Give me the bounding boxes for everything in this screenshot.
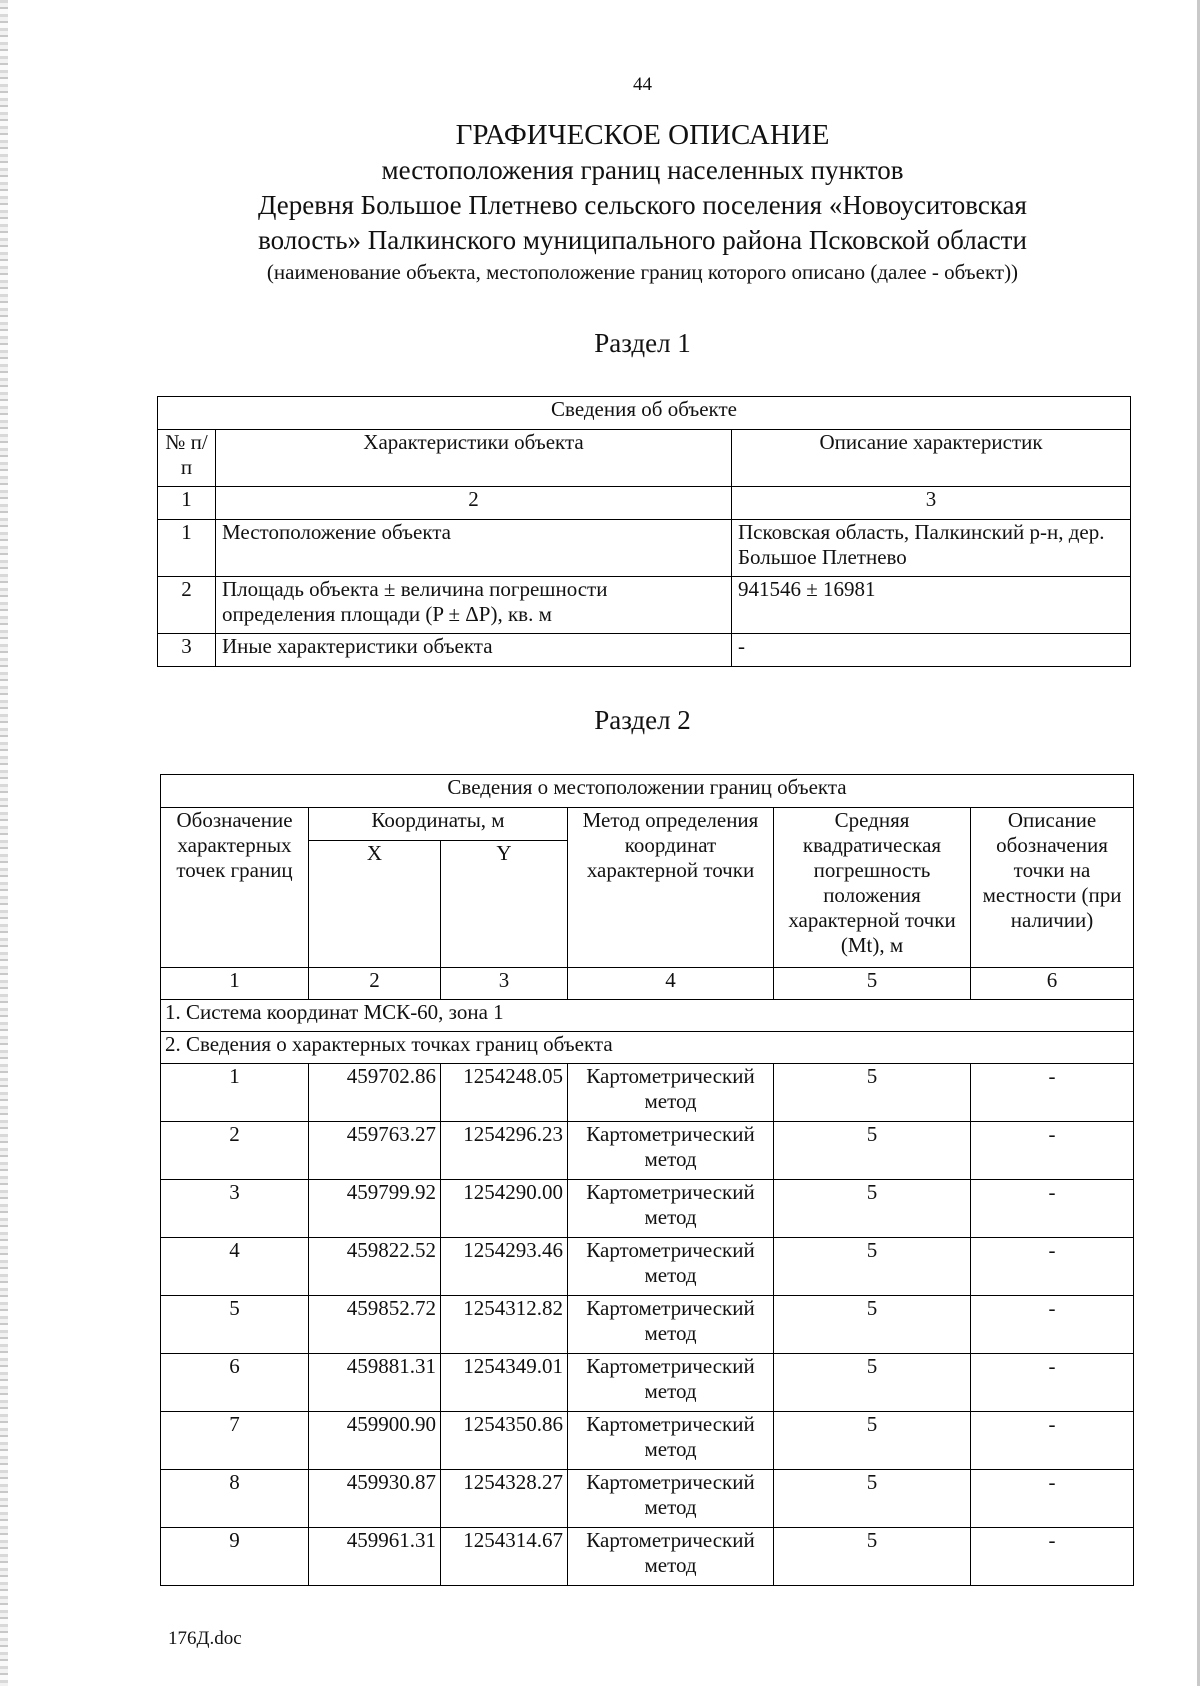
coord-x: 459822.52 <box>309 1238 441 1296</box>
accuracy: 5 <box>774 1528 971 1586</box>
coord-y: 1254349.01 <box>441 1354 568 1412</box>
point-id: 7 <box>161 1412 309 1470</box>
coordinate-system-row: 1. Система координат МСК-60, зона 1 <box>161 1000 1134 1032</box>
method: Картометрический метод <box>568 1470 774 1528</box>
method: Картометрический метод <box>568 1180 774 1238</box>
method: Картометрический метод <box>568 1238 774 1296</box>
accuracy: 5 <box>774 1180 971 1238</box>
table-row <box>158 520 1131 577</box>
table-caption: Сведения о местоположении границ объекта <box>161 775 1134 808</box>
accuracy: 5 <box>774 1354 971 1412</box>
accuracy: 5 <box>774 1122 971 1180</box>
table-row <box>161 1412 1134 1470</box>
coord-x: 459763.27 <box>309 1122 441 1180</box>
table-caption: Сведения об объекте <box>158 397 1131 430</box>
table-row <box>161 1064 1134 1122</box>
column-number: 2 <box>216 487 732 520</box>
method: Картометрический метод <box>568 1064 774 1122</box>
header-description: Описание характеристик <box>732 430 1131 487</box>
coord-y: 1254248.05 <box>441 1064 568 1122</box>
boundary-points-table <box>160 774 1134 1586</box>
column-number: 6 <box>971 968 1134 1000</box>
point-id: 6 <box>161 1354 309 1412</box>
table-row <box>158 577 1131 634</box>
row-num: 2 <box>158 577 216 634</box>
column-number: 1 <box>161 968 309 1000</box>
coord-x: 459881.31 <box>309 1354 441 1412</box>
accuracy: 5 <box>774 1064 971 1122</box>
header-description: Описание обозначения точки на местности (при наличии) <box>971 808 1134 968</box>
column-number: 1 <box>158 487 216 520</box>
column-number: 2 <box>309 968 441 1000</box>
point-description: - <box>971 1238 1134 1296</box>
title-note: (наименование объекта, местоположение границ которого описано (далее - объект)) <box>266 260 1019 284</box>
header-num: № п/п <box>158 430 216 487</box>
coord-x: 459799.92 <box>309 1180 441 1238</box>
header-point: Обозначение характерных точек границ <box>161 808 309 968</box>
point-id: 3 <box>161 1180 309 1238</box>
table-row <box>161 1238 1134 1296</box>
point-description: - <box>971 1122 1134 1180</box>
point-id: 8 <box>161 1470 309 1528</box>
points-section-row: 2. Сведения о характерных точках границ объекта <box>161 1032 1134 1064</box>
object-info-table <box>157 396 1131 667</box>
header-y: Y <box>441 841 568 968</box>
point-description: - <box>971 1470 1134 1528</box>
method: Картометрический метод <box>568 1296 774 1354</box>
header-x: X <box>309 841 441 968</box>
column-number: 3 <box>732 487 1131 520</box>
point-id: 1 <box>161 1064 309 1122</box>
coord-y: 1254293.46 <box>441 1238 568 1296</box>
coord-y: 1254328.27 <box>441 1470 568 1528</box>
coord-y: 1254290.00 <box>441 1180 568 1238</box>
row-description: - <box>732 634 1131 667</box>
row-description: 941546 ± 16981 <box>732 577 1131 634</box>
point-description: - <box>971 1064 1134 1122</box>
point-description: - <box>971 1354 1134 1412</box>
header-coordinates: Координаты, м <box>309 808 568 841</box>
table-row <box>161 1470 1134 1528</box>
table-row <box>161 1296 1134 1354</box>
section2-heading: Раздел 2 <box>594 705 691 735</box>
coord-y: 1254312.82 <box>441 1296 568 1354</box>
row-num: 3 <box>158 634 216 667</box>
accuracy: 5 <box>774 1412 971 1470</box>
point-id: 4 <box>161 1238 309 1296</box>
row-characteristic: Площадь объекта ± величина погрешности определения площади (P ± ΔP), кв. м <box>216 577 732 634</box>
point-description: - <box>971 1528 1134 1586</box>
accuracy: 5 <box>774 1470 971 1528</box>
column-number: 3 <box>441 968 568 1000</box>
section1-heading: Раздел 1 <box>594 328 691 358</box>
table-row <box>161 1528 1134 1586</box>
table-row <box>161 1180 1134 1238</box>
point-id: 9 <box>161 1528 309 1586</box>
column-number: 5 <box>774 968 971 1000</box>
title-main: ГРАФИЧЕСКОЕ ОПИСАНИЕ <box>455 119 830 151</box>
coord-y: 1254314.67 <box>441 1528 568 1586</box>
point-description: - <box>971 1180 1134 1238</box>
point-description: - <box>971 1296 1134 1354</box>
coord-y: 1254350.86 <box>441 1412 568 1470</box>
coord-x: 459702.86 <box>309 1064 441 1122</box>
point-id: 5 <box>161 1296 309 1354</box>
coord-x: 459961.31 <box>309 1528 441 1586</box>
coord-y: 1254296.23 <box>441 1122 568 1180</box>
method: Картометрический метод <box>568 1412 774 1470</box>
row-num: 1 <box>158 520 216 577</box>
point-description: - <box>971 1412 1134 1470</box>
accuracy: 5 <box>774 1296 971 1354</box>
coord-x: 459900.90 <box>309 1412 441 1470</box>
method: Картометрический метод <box>568 1122 774 1180</box>
header-accuracy: Средняя квадратическая погрешность положения характерной точки (Mt), м <box>774 808 971 968</box>
column-number: 4 <box>568 968 774 1000</box>
row-characteristic: Местоположение объекта <box>216 520 732 577</box>
page-number: 44 <box>633 74 652 95</box>
header-characteristic: Характеристики объекта <box>216 430 732 487</box>
accuracy: 5 <box>774 1238 971 1296</box>
title-line-1: местоположения границ населенных пунктов <box>381 155 904 185</box>
footer-filename: 176Д.doc <box>168 1628 242 1649</box>
coord-x: 459852.72 <box>309 1296 441 1354</box>
title-line-3: волость» Палкинского муниципального района Псковской области <box>258 225 1027 255</box>
table-row <box>161 1122 1134 1180</box>
method: Картометрический метод <box>568 1528 774 1586</box>
row-characteristic: Иные характеристики объекта <box>216 634 732 667</box>
header-method: Метод определения координат характерной точки <box>568 808 774 968</box>
row-description: Псковская область, Палкинский р-н, дер. Большое Плетнево <box>732 520 1131 577</box>
scan-edge-left <box>0 0 8 1686</box>
method: Картометрический метод <box>568 1354 774 1412</box>
title-line-2: Деревня Большое Плетнево сельского поселения «Новоуситовская <box>258 190 1027 220</box>
table-row <box>161 1354 1134 1412</box>
document-title <box>150 117 1135 286</box>
table-row <box>158 634 1131 667</box>
point-id: 2 <box>161 1122 309 1180</box>
coord-x: 459930.87 <box>309 1470 441 1528</box>
